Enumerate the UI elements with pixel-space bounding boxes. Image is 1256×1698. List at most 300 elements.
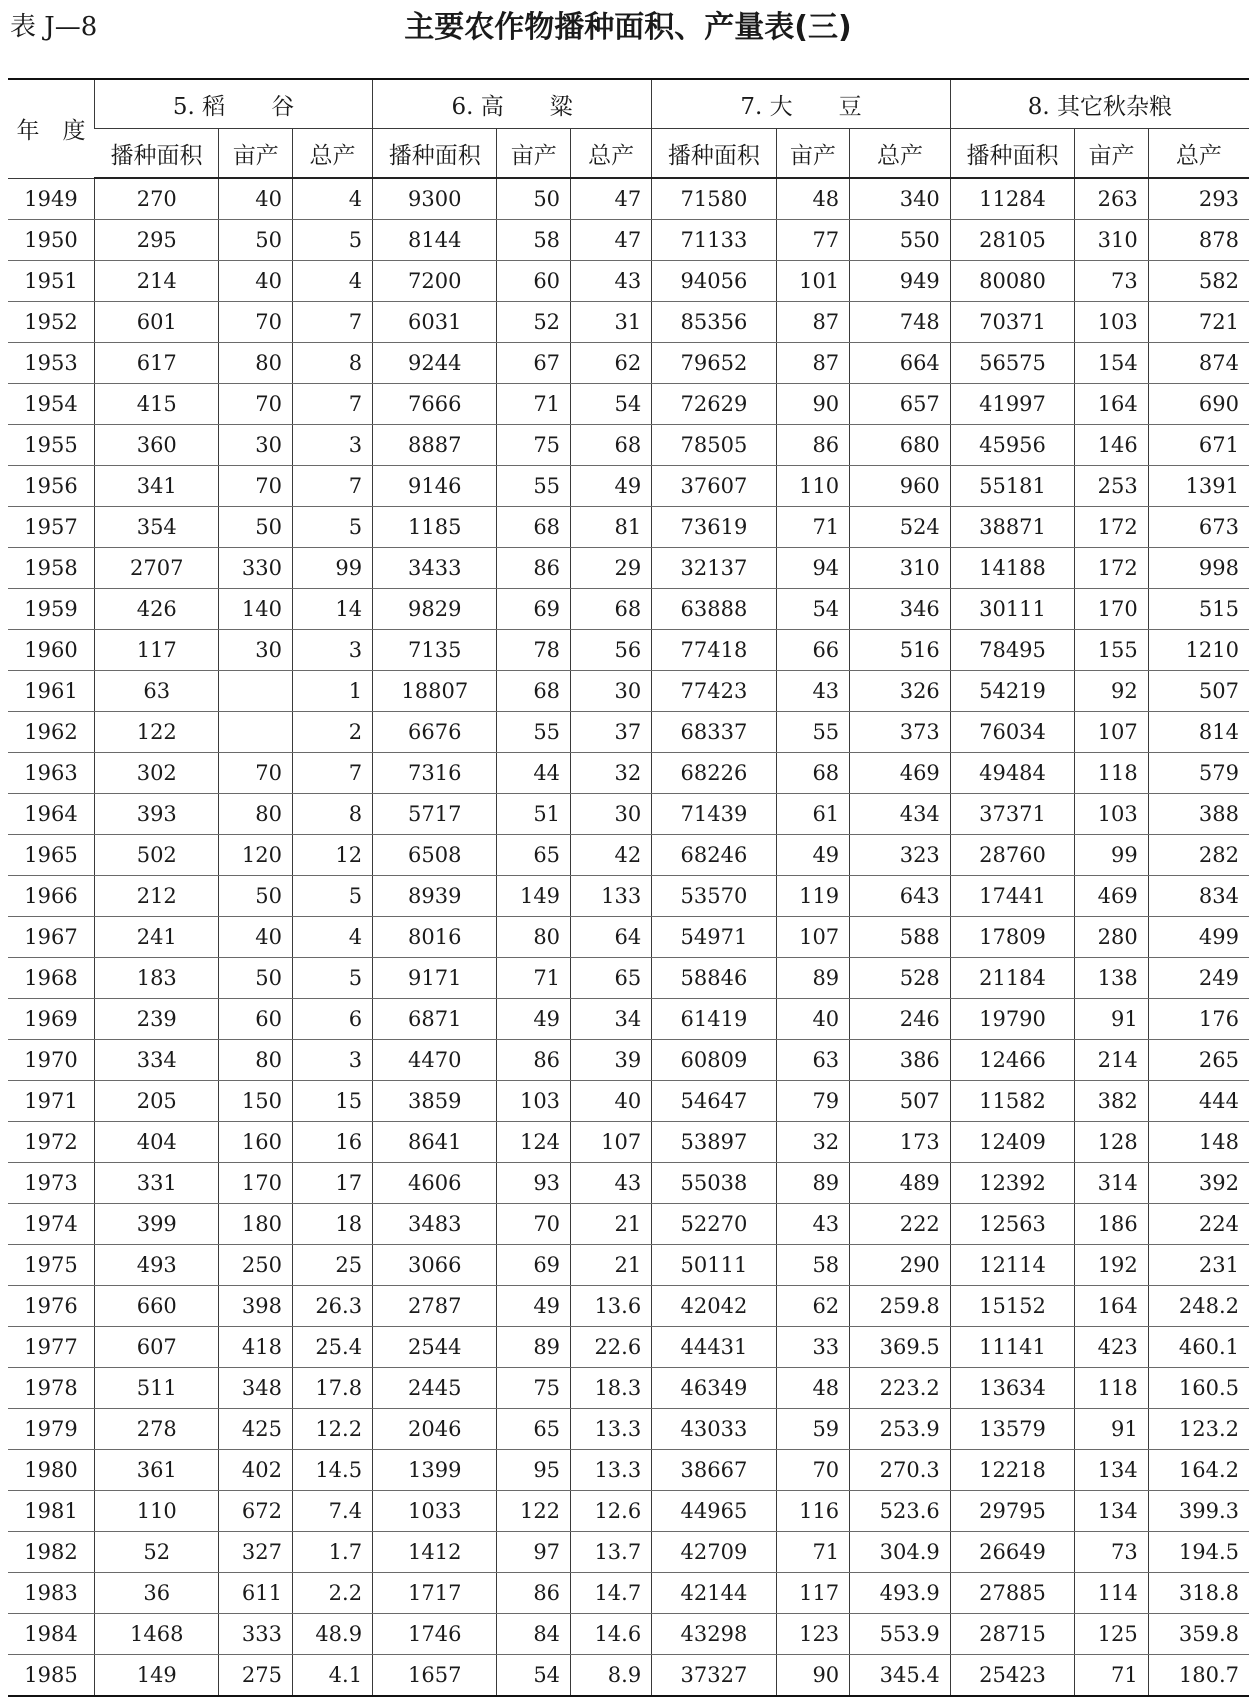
sorghum-total-cell: 13.7	[571, 1532, 652, 1573]
table-row	[8, 712, 1249, 753]
other-grain-total-header: 总产	[1148, 129, 1249, 179]
sorghum-area-cell: 4606	[373, 1163, 497, 1204]
sorghum-total-cell: 68	[571, 425, 652, 466]
rice-yield-cell: 50	[219, 876, 293, 917]
sorghum-area-cell: 5717	[373, 794, 497, 835]
rice-yield-cell: 70	[219, 384, 293, 425]
other-grain-area-cell: 78495	[950, 630, 1074, 671]
sorghum-yield-cell: 80	[497, 917, 571, 958]
table-row	[8, 876, 1249, 917]
sorghum-total-cell: 42	[571, 835, 652, 876]
sorghum-yield-cell: 44	[497, 753, 571, 794]
rice-total-cell: 17	[293, 1163, 373, 1204]
other-grain-group-header: 8. 其它秋杂粮	[950, 79, 1249, 129]
rice-area-cell: 205	[95, 1081, 219, 1122]
soybean-area-cell: 61419	[652, 999, 776, 1040]
year-cell: 1984	[8, 1614, 95, 1655]
other-grain-yield-cell: 91	[1075, 1409, 1149, 1450]
sorghum-area-cell: 2046	[373, 1409, 497, 1450]
other-grain-total-cell: 507	[1148, 671, 1249, 712]
sorghum-area-cell: 3066	[373, 1245, 497, 1286]
soybean-yield-cell: 70	[776, 1450, 850, 1491]
rice-area-cell: 1468	[95, 1614, 219, 1655]
soybean-yield-cell: 89	[776, 958, 850, 999]
rice-area-cell: 52	[95, 1532, 219, 1573]
soybean-total-header: 总产	[850, 129, 951, 179]
rice-yield-cell: 50	[219, 220, 293, 261]
other-grain-area-cell: 70371	[950, 302, 1074, 343]
table-row	[8, 302, 1249, 343]
soybean-total-cell: 588	[850, 917, 951, 958]
other-grain-total-cell: 874	[1148, 343, 1249, 384]
other-grain-total-cell: 248.2	[1148, 1286, 1249, 1327]
soybean-yield-cell: 43	[776, 671, 850, 712]
other-grain-total-cell: 878	[1148, 220, 1249, 261]
soybean-area-cell: 94056	[652, 261, 776, 302]
other-grain-area-cell: 80080	[950, 261, 1074, 302]
year-cell: 1953	[8, 343, 95, 384]
soybean-yield-cell: 77	[776, 220, 850, 261]
sorghum-total-cell: 30	[571, 794, 652, 835]
rice-total-cell: 5	[293, 958, 373, 999]
sorghum-yield-cell: 54	[497, 1655, 571, 1697]
soybean-area-cell: 71439	[652, 794, 776, 835]
other-grain-total-cell: 814	[1148, 712, 1249, 753]
year-cell: 1952	[8, 302, 95, 343]
year-cell: 1956	[8, 466, 95, 507]
soybean-yield-cell: 117	[776, 1573, 850, 1614]
other-grain-yield-cell: 103	[1075, 302, 1149, 343]
rice-total-cell: 15	[293, 1081, 373, 1122]
sorghum-yield-header: 亩产	[497, 129, 571, 179]
soybean-total-cell: 748	[850, 302, 951, 343]
rice-yield-cell: 40	[219, 261, 293, 302]
table-row	[8, 343, 1249, 384]
rice-total-cell: 7	[293, 302, 373, 343]
other-grain-area-cell: 38871	[950, 507, 1074, 548]
sorghum-total-cell: 47	[571, 178, 652, 220]
sorghum-area-cell: 8144	[373, 220, 497, 261]
sorghum-yield-cell: 51	[497, 794, 571, 835]
soybean-yield-cell: 59	[776, 1409, 850, 1450]
rice-area-cell: 278	[95, 1409, 219, 1450]
soybean-yield-cell: 58	[776, 1245, 850, 1286]
rice-area-cell: 393	[95, 794, 219, 835]
other-grain-total-cell: 359.8	[1148, 1614, 1249, 1655]
rice-area-cell: 404	[95, 1122, 219, 1163]
soybean-yield-cell: 68	[776, 753, 850, 794]
rice-area-cell: 341	[95, 466, 219, 507]
table-row	[8, 1245, 1249, 1286]
sorghum-total-cell: 22.6	[571, 1327, 652, 1368]
soybean-yield-cell: 61	[776, 794, 850, 835]
sorghum-yield-cell: 149	[497, 876, 571, 917]
other-grain-area-cell: 25423	[950, 1655, 1074, 1697]
soybean-yield-cell: 87	[776, 343, 850, 384]
rice-yield-cell: 70	[219, 466, 293, 507]
sorghum-yield-cell: 55	[497, 466, 571, 507]
soybean-area-cell: 37327	[652, 1655, 776, 1697]
rice-yield-cell: 611	[219, 1573, 293, 1614]
sorghum-yield-cell: 71	[497, 384, 571, 425]
soybean-total-cell: 553.9	[850, 1614, 951, 1655]
year-cell: 1974	[8, 1204, 95, 1245]
soybean-yield-cell: 66	[776, 630, 850, 671]
other-grain-total-cell: 671	[1148, 425, 1249, 466]
other-grain-area-cell: 30111	[950, 589, 1074, 630]
sorghum-yield-cell: 49	[497, 999, 571, 1040]
rice-area-cell: 426	[95, 589, 219, 630]
other-grain-total-cell: 673	[1148, 507, 1249, 548]
soybean-area-cell: 46349	[652, 1368, 776, 1409]
other-grain-area-cell: 13634	[950, 1368, 1074, 1409]
sorghum-total-header: 总产	[571, 129, 652, 179]
year-cell: 1976	[8, 1286, 95, 1327]
other-grain-yield-cell: 170	[1075, 589, 1149, 630]
rice-yield-cell: 80	[219, 343, 293, 384]
sorghum-yield-cell: 50	[497, 178, 571, 220]
other-grain-area-cell: 14188	[950, 548, 1074, 589]
rice-total-cell: 14.5	[293, 1450, 373, 1491]
rice-area-cell: 601	[95, 302, 219, 343]
other-grain-total-cell: 399.3	[1148, 1491, 1249, 1532]
sorghum-total-cell: 40	[571, 1081, 652, 1122]
soybean-total-cell: 664	[850, 343, 951, 384]
rice-total-cell: 25	[293, 1245, 373, 1286]
rice-total-cell: 4.1	[293, 1655, 373, 1697]
sorghum-area-cell: 1399	[373, 1450, 497, 1491]
sorghum-total-cell: 64	[571, 917, 652, 958]
year-cell: 1975	[8, 1245, 95, 1286]
sorghum-total-cell: 133	[571, 876, 652, 917]
other-grain-area-cell: 41997	[950, 384, 1074, 425]
sorghum-total-cell: 13.3	[571, 1409, 652, 1450]
rice-area-cell: 617	[95, 343, 219, 384]
other-grain-yield-cell: 382	[1075, 1081, 1149, 1122]
table-row	[8, 261, 1249, 302]
soybean-area-cell: 42144	[652, 1573, 776, 1614]
sorghum-area-cell: 7316	[373, 753, 497, 794]
other-grain-area-cell: 13579	[950, 1409, 1074, 1450]
sorghum-total-cell: 37	[571, 712, 652, 753]
sorghum-yield-cell: 58	[497, 220, 571, 261]
soybean-area-cell: 43033	[652, 1409, 776, 1450]
other-grain-area-cell: 17809	[950, 917, 1074, 958]
rice-total-cell: 8	[293, 794, 373, 835]
table-row	[8, 917, 1249, 958]
other-grain-area-cell: 11141	[950, 1327, 1074, 1368]
other-grain-total-cell: 690	[1148, 384, 1249, 425]
rice-area-cell: 493	[95, 1245, 219, 1286]
rice-yield-cell: 30	[219, 630, 293, 671]
sorghum-yield-cell: 84	[497, 1614, 571, 1655]
sorghum-total-cell: 21	[571, 1245, 652, 1286]
sorghum-area-cell: 6031	[373, 302, 497, 343]
soybean-area-cell: 68337	[652, 712, 776, 753]
sorghum-total-cell: 81	[571, 507, 652, 548]
rice-area-cell: 122	[95, 712, 219, 753]
rice-area-cell: 270	[95, 178, 219, 220]
soybean-total-cell: 223.2	[850, 1368, 951, 1409]
other-grain-yield-cell: 138	[1075, 958, 1149, 999]
soybean-yield-cell: 40	[776, 999, 850, 1040]
soybean-total-cell: 259.8	[850, 1286, 951, 1327]
rice-yield-cell: 402	[219, 1450, 293, 1491]
other-grain-yield-cell: 118	[1075, 1368, 1149, 1409]
soybean-yield-cell: 116	[776, 1491, 850, 1532]
year-cell: 1965	[8, 835, 95, 876]
year-cell: 1979	[8, 1409, 95, 1450]
rice-area-cell: 110	[95, 1491, 219, 1532]
rice-yield-cell: 120	[219, 835, 293, 876]
sorghum-yield-cell: 65	[497, 1409, 571, 1450]
sorghum-area-cell: 9829	[373, 589, 497, 630]
rice-total-cell: 12.2	[293, 1409, 373, 1450]
sorghum-total-cell: 34	[571, 999, 652, 1040]
soybean-yield-cell: 86	[776, 425, 850, 466]
sorghum-area-cell: 3433	[373, 548, 497, 589]
table-row	[8, 753, 1249, 794]
soybean-group-header: 7. 大 豆	[652, 79, 951, 129]
sorghum-total-cell: 54	[571, 384, 652, 425]
rice-area-cell: 239	[95, 999, 219, 1040]
other-grain-yield-cell: 280	[1075, 917, 1149, 958]
sorghum-yield-cell: 75	[497, 425, 571, 466]
other-grain-total-cell: 499	[1148, 917, 1249, 958]
rice-yield-cell: 250	[219, 1245, 293, 1286]
rice-total-cell: 4	[293, 917, 373, 958]
soybean-yield-cell: 90	[776, 384, 850, 425]
soybean-total-cell: 489	[850, 1163, 951, 1204]
soybean-area-cell: 71580	[652, 178, 776, 220]
soybean-area-cell: 68246	[652, 835, 776, 876]
rice-area-cell: 149	[95, 1655, 219, 1697]
sorghum-yield-cell: 89	[497, 1327, 571, 1368]
year-cell: 1968	[8, 958, 95, 999]
table-row	[8, 1368, 1249, 1409]
other-grain-area-cell: 12409	[950, 1122, 1074, 1163]
year-cell: 1980	[8, 1450, 95, 1491]
other-grain-yield-cell: 314	[1075, 1163, 1149, 1204]
sorghum-area-cell: 9300	[373, 178, 497, 220]
soybean-yield-cell: 49	[776, 835, 850, 876]
other-grain-yield-cell: 134	[1075, 1491, 1149, 1532]
soybean-yield-cell: 48	[776, 178, 850, 220]
rice-yield-cell: 150	[219, 1081, 293, 1122]
soybean-area-cell: 54971	[652, 917, 776, 958]
crop-table	[8, 78, 1249, 1697]
rice-total-cell: 99	[293, 548, 373, 589]
rice-area-cell: 2707	[95, 548, 219, 589]
sorghum-total-cell: 13.6	[571, 1286, 652, 1327]
year-cell: 1972	[8, 1122, 95, 1163]
soybean-area-cell: 50111	[652, 1245, 776, 1286]
other-grain-total-cell: 160.5	[1148, 1368, 1249, 1409]
other-grain-total-cell: 721	[1148, 302, 1249, 343]
sorghum-total-cell: 13.3	[571, 1450, 652, 1491]
other-grain-yield-cell: 253	[1075, 466, 1149, 507]
sorghum-area-cell: 2445	[373, 1368, 497, 1409]
table-row	[8, 384, 1249, 425]
sorghum-group-header: 6. 高 粱	[373, 79, 652, 129]
year-cell: 1951	[8, 261, 95, 302]
sorghum-total-cell: 62	[571, 343, 652, 384]
soybean-total-cell: 253.9	[850, 1409, 951, 1450]
rice-yield-cell: 70	[219, 302, 293, 343]
soybean-area-cell: 55038	[652, 1163, 776, 1204]
sorghum-area-cell: 1412	[373, 1532, 497, 1573]
soybean-total-cell: 340	[850, 178, 951, 220]
other-grain-area-cell: 12392	[950, 1163, 1074, 1204]
sorghum-total-cell: 107	[571, 1122, 652, 1163]
sorghum-yield-cell: 75	[497, 1368, 571, 1409]
year-header: 年 度	[8, 79, 95, 178]
rice-total-cell: 2.2	[293, 1573, 373, 1614]
sorghum-area-cell: 2787	[373, 1286, 497, 1327]
other-grain-total-cell: 834	[1148, 876, 1249, 917]
sorghum-total-cell: 29	[571, 548, 652, 589]
soybean-area-cell: 37607	[652, 466, 776, 507]
rice-total-cell: 7	[293, 384, 373, 425]
year-cell: 1960	[8, 630, 95, 671]
rice-total-cell: 2	[293, 712, 373, 753]
rice-yield-cell: 398	[219, 1286, 293, 1327]
soybean-area-cell: 44431	[652, 1327, 776, 1368]
rice-yield-cell	[219, 671, 293, 712]
rice-yield-cell: 60	[219, 999, 293, 1040]
soybean-yield-cell: 55	[776, 712, 850, 753]
sorghum-area-cell: 7200	[373, 261, 497, 302]
rice-area-cell: 660	[95, 1286, 219, 1327]
table-row	[8, 1532, 1249, 1573]
year-cell: 1985	[8, 1655, 95, 1697]
rice-yield-cell: 418	[219, 1327, 293, 1368]
rice-area-cell: 117	[95, 630, 219, 671]
rice-area-cell: 511	[95, 1368, 219, 1409]
other-grain-yield-cell: 164	[1075, 384, 1149, 425]
rice-yield-cell: 170	[219, 1163, 293, 1204]
rice-total-cell: 4	[293, 178, 373, 220]
rice-total-cell: 48.9	[293, 1614, 373, 1655]
table-row	[8, 794, 1249, 835]
other-grain-total-cell: 388	[1148, 794, 1249, 835]
rice-yield-cell: 50	[219, 507, 293, 548]
sorghum-total-cell: 32	[571, 753, 652, 794]
rice-yield-cell: 40	[219, 178, 293, 220]
table-row	[8, 1204, 1249, 1245]
sorghum-area-cell: 9146	[373, 466, 497, 507]
soybean-total-cell: 657	[850, 384, 951, 425]
rice-group-header: 5. 稻 谷	[95, 79, 373, 129]
soybean-total-cell: 246	[850, 999, 951, 1040]
sorghum-yield-cell: 52	[497, 302, 571, 343]
rice-yield-cell: 348	[219, 1368, 293, 1409]
other-grain-yield-cell: 172	[1075, 548, 1149, 589]
other-grain-total-cell: 224	[1148, 1204, 1249, 1245]
table-row	[8, 1614, 1249, 1655]
rice-yield-cell: 672	[219, 1491, 293, 1532]
sorghum-yield-cell: 93	[497, 1163, 571, 1204]
header-sub-row	[8, 129, 1249, 179]
soybean-area-cell: 63888	[652, 589, 776, 630]
other-grain-area-header: 播种面积	[950, 129, 1074, 179]
other-grain-yield-header: 亩产	[1075, 129, 1149, 179]
sorghum-area-cell: 8939	[373, 876, 497, 917]
year-cell: 1971	[8, 1081, 95, 1122]
other-grain-area-cell: 28760	[950, 835, 1074, 876]
rice-total-cell: 7.4	[293, 1491, 373, 1532]
sorghum-area-cell: 9244	[373, 343, 497, 384]
rice-yield-cell: 180	[219, 1204, 293, 1245]
table-row	[8, 1286, 1249, 1327]
soybean-area-cell: 58846	[652, 958, 776, 999]
rice-total-cell: 1	[293, 671, 373, 712]
other-grain-yield-cell: 99	[1075, 835, 1149, 876]
sorghum-yield-cell: 86	[497, 1040, 571, 1081]
sorghum-area-cell: 8641	[373, 1122, 497, 1163]
soybean-yield-cell: 94	[776, 548, 850, 589]
soybean-total-cell: 290	[850, 1245, 951, 1286]
sorghum-total-cell: 65	[571, 958, 652, 999]
soybean-yield-cell: 54	[776, 589, 850, 630]
year-cell: 1959	[8, 589, 95, 630]
year-cell: 1958	[8, 548, 95, 589]
table-label: 表 J—8	[10, 12, 98, 42]
soybean-total-cell: 323	[850, 835, 951, 876]
other-grain-total-cell: 231	[1148, 1245, 1249, 1286]
rice-area-cell: 241	[95, 917, 219, 958]
sorghum-yield-cell: 97	[497, 1532, 571, 1573]
sorghum-area-cell: 1717	[373, 1573, 497, 1614]
soybean-area-cell: 85356	[652, 302, 776, 343]
other-grain-total-cell: 460.1	[1148, 1327, 1249, 1368]
table-row	[8, 1409, 1249, 1450]
table-row	[8, 1491, 1249, 1532]
soybean-area-cell: 44965	[652, 1491, 776, 1532]
soybean-total-cell: 493.9	[850, 1573, 951, 1614]
other-grain-yield-cell: 92	[1075, 671, 1149, 712]
rice-area-cell: 360	[95, 425, 219, 466]
sorghum-yield-cell: 65	[497, 835, 571, 876]
soybean-total-cell: 173	[850, 1122, 951, 1163]
other-grain-yield-cell: 103	[1075, 794, 1149, 835]
sorghum-yield-cell: 71	[497, 958, 571, 999]
rice-total-cell: 8	[293, 343, 373, 384]
soybean-total-cell: 369.5	[850, 1327, 951, 1368]
soybean-area-cell: 32137	[652, 548, 776, 589]
sorghum-yield-cell: 70	[497, 1204, 571, 1245]
rice-total-cell: 6	[293, 999, 373, 1040]
page-title: 主要农作物播种面积、产量表(三)	[404, 10, 852, 45]
soybean-total-cell: 270.3	[850, 1450, 951, 1491]
sorghum-yield-cell: 124	[497, 1122, 571, 1163]
soybean-area-cell: 68226	[652, 753, 776, 794]
sorghum-area-cell: 18807	[373, 671, 497, 712]
rice-yield-cell: 140	[219, 589, 293, 630]
soybean-yield-header: 亩产	[776, 129, 850, 179]
soybean-area-cell: 38667	[652, 1450, 776, 1491]
soybean-yield-cell: 33	[776, 1327, 850, 1368]
table-row	[8, 1573, 1249, 1614]
sorghum-area-cell: 3483	[373, 1204, 497, 1245]
other-grain-yield-cell: 118	[1075, 753, 1149, 794]
sorghum-area-cell: 1185	[373, 507, 497, 548]
table-header	[8, 79, 1249, 178]
sorghum-yield-cell: 95	[497, 1450, 571, 1491]
other-grain-total-cell: 392	[1148, 1163, 1249, 1204]
soybean-area-cell: 42709	[652, 1532, 776, 1573]
sorghum-total-cell: 18.3	[571, 1368, 652, 1409]
